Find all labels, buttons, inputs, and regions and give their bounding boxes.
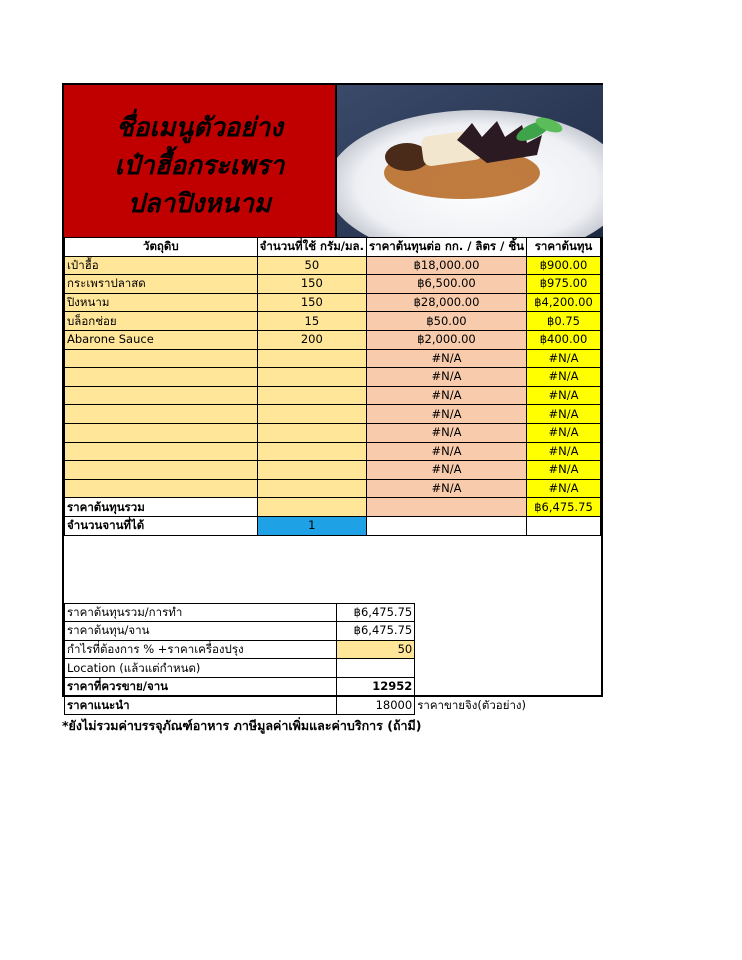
ingredient-name-cell[interactable]	[65, 423, 258, 442]
table-row	[65, 330, 601, 349]
header-ingredient: วัตถุดิบ	[65, 238, 258, 257]
header-cost: ราคาต้นทุน	[527, 238, 601, 257]
summary-row	[65, 677, 601, 696]
ingredient-qty-cell[interactable]	[257, 349, 366, 368]
ingredient-name-cell[interactable]	[65, 461, 258, 480]
ingredient-qty-cell[interactable]: 150	[257, 275, 366, 294]
ingredient-unit-cost-cell[interactable]: ฿28,000.00	[366, 293, 526, 312]
table-row	[65, 349, 601, 368]
ingredient-unit-cost-cell[interactable]: ฿2,000.00	[366, 330, 526, 349]
ingredient-cost-cell[interactable]: #N/A	[527, 368, 601, 387]
summary-value[interactable]: ฿6,475.75	[337, 603, 415, 622]
summary-row	[65, 640, 601, 659]
ingredient-qty-cell[interactable]: 50	[257, 256, 366, 275]
plates-label: จำนวนจานที่ได้	[65, 516, 258, 535]
plates-empty-1[interactable]	[366, 516, 526, 535]
summary-blank	[415, 622, 601, 641]
table-row	[65, 312, 601, 331]
spacer-row	[65, 585, 601, 603]
table-row	[65, 479, 601, 498]
plates-value[interactable]: 1	[257, 516, 366, 535]
menu-title-line-2: เป๋าฮื้อกระเพรา	[114, 151, 285, 181]
ingredient-unit-cost-cell[interactable]: ฿50.00	[366, 312, 526, 331]
ingredient-qty-cell[interactable]	[257, 386, 366, 405]
summary-blank	[415, 677, 601, 696]
ingredient-unit-cost-cell[interactable]: #N/A	[366, 386, 526, 405]
ingredient-cost-cell[interactable]: ฿4,200.00	[527, 293, 601, 312]
ingredient-cost-cell[interactable]: #N/A	[527, 442, 601, 461]
summary-row	[65, 622, 601, 641]
ingredient-name-cell[interactable]	[65, 479, 258, 498]
table-row	[65, 386, 601, 405]
ingredient-unit-cost-cell[interactable]: #N/A	[366, 461, 526, 480]
menu-title-line-3: ปลาปิงหนาม	[128, 189, 271, 219]
total-value[interactable]: ฿6,475.75	[527, 498, 601, 517]
summary-label: Location (แล้วแต่กำหนด)	[65, 659, 337, 678]
ingredient-cost-cell[interactable]: ฿400.00	[527, 330, 601, 349]
table-row	[65, 275, 601, 294]
ingredient-qty-cell[interactable]: 15	[257, 312, 366, 331]
recipe-cost-sheet	[62, 83, 603, 712]
ingredient-qty-cell[interactable]	[257, 405, 366, 424]
ingredient-cost-cell[interactable]: #N/A	[527, 479, 601, 498]
ingredient-table	[64, 237, 601, 536]
ingredient-cost-cell[interactable]: ฿900.00	[527, 256, 601, 275]
ingredient-cost-cell[interactable]: #N/A	[527, 349, 601, 368]
ingredient-unit-cost-cell[interactable]: #N/A	[366, 442, 526, 461]
footnote: *ยังไม่รวมค่าบรรจุภัณฑ์อาหาร ภาษีมูลค่าเพิ่มและค่าบริการ (ถ้ามี)	[62, 718, 422, 733]
table-row	[65, 368, 601, 387]
ingredient-unit-cost-cell[interactable]: #N/A	[366, 368, 526, 387]
summary-label: กำไรที่ต้องการ % +ราคาเครื่องปรุง	[65, 640, 337, 659]
ingredient-name-cell[interactable]: กระเพราปลาสด	[65, 275, 258, 294]
menu-title-line-1: ชื่อเมนูตัวอย่าง	[116, 113, 283, 143]
summary-row	[65, 696, 601, 715]
ingredient-unit-cost-cell[interactable]: ฿18,000.00	[366, 256, 526, 275]
ingredient-name-cell[interactable]	[65, 405, 258, 424]
table-row	[65, 256, 601, 275]
header-qty: จำนวนที่ใช้ กรัม/มล.	[257, 238, 366, 257]
table-row	[65, 405, 601, 424]
summary-label: ราคาต้นทุน/จาน	[65, 622, 337, 641]
summary-row	[65, 659, 601, 678]
dish-photo	[337, 85, 603, 237]
table-row	[65, 423, 601, 442]
ingredient-qty-cell[interactable]: 200	[257, 330, 366, 349]
ingredient-name-cell[interactable]: ปิงหนาม	[65, 293, 258, 312]
summary-blank	[415, 659, 601, 678]
real-price-note: ราคาขายจิง(ตัวอย่าง)	[417, 697, 527, 712]
table-header	[65, 238, 601, 257]
plates-row	[65, 516, 601, 535]
total-row	[65, 498, 601, 517]
ingredient-qty-cell[interactable]	[257, 442, 366, 461]
ingredient-cost-cell[interactable]: #N/A	[527, 423, 601, 442]
summary-blank	[415, 640, 601, 659]
summary-value[interactable]: 50	[337, 640, 415, 659]
ingredient-unit-cost-cell[interactable]: #N/A	[366, 479, 526, 498]
total-unit-cost-cell[interactable]	[366, 498, 526, 517]
summary-row	[65, 603, 601, 622]
ingredient-name-cell[interactable]	[65, 349, 258, 368]
ingredient-name-cell[interactable]: เป๋าฮื้อ	[65, 256, 258, 275]
table-row	[65, 293, 601, 312]
summary-value[interactable]: 18000	[337, 696, 415, 715]
ingredient-qty-cell[interactable]	[257, 423, 366, 442]
table-row	[65, 461, 601, 480]
ingredient-cost-cell[interactable]: #N/A	[527, 405, 601, 424]
ingredient-cost-cell[interactable]: #N/A	[527, 386, 601, 405]
ingredient-unit-cost-cell[interactable]: #N/A	[366, 349, 526, 368]
ingredient-cost-cell[interactable]: ฿975.00	[527, 275, 601, 294]
ingredient-qty-cell[interactable]: 150	[257, 293, 366, 312]
ingredient-name-cell[interactable]: บล็อกช่อย	[65, 312, 258, 331]
ingredient-qty-cell[interactable]	[257, 368, 366, 387]
summary-value[interactable]: 12952	[337, 677, 415, 696]
ingredient-name-cell[interactable]	[65, 386, 258, 405]
ingredient-cost-cell[interactable]: #N/A	[527, 461, 601, 480]
total-qty-cell[interactable]	[257, 498, 366, 517]
table-row	[65, 442, 601, 461]
ingredient-cost-cell[interactable]: ฿0.75	[527, 312, 601, 331]
ingredient-name-cell[interactable]: Abarone Sauce	[65, 330, 258, 349]
summary-value[interactable]	[337, 659, 415, 678]
summary-label: ราคาที่ควรขาย/จาน	[65, 677, 337, 696]
ingredient-qty-cell[interactable]	[257, 479, 366, 498]
summary-value[interactable]: ฿6,475.75	[337, 622, 415, 641]
ingredient-name-cell[interactable]	[65, 442, 258, 461]
plates-empty-2[interactable]	[527, 516, 601, 535]
ingredient-name-cell[interactable]	[65, 368, 258, 387]
summary-blank	[415, 603, 601, 622]
ingredient-qty-cell[interactable]	[257, 461, 366, 480]
summary-label: ราคาต้นทุนรวม/การทำ	[65, 603, 337, 622]
menu-title-box	[64, 85, 337, 237]
summary-table	[64, 585, 601, 715]
ingredient-unit-cost-cell[interactable]: ฿6,500.00	[366, 275, 526, 294]
summary-label: ราคาแนะนำ	[65, 696, 337, 715]
ingredient-unit-cost-cell[interactable]: #N/A	[366, 405, 526, 424]
total-label: ราคาต้นทุนรวม	[65, 498, 258, 517]
header-unit-cost: ราคาต้นทุนต่อ กก. / ลิตร / ชิ้น	[366, 238, 526, 257]
ingredient-unit-cost-cell[interactable]: #N/A	[366, 423, 526, 442]
